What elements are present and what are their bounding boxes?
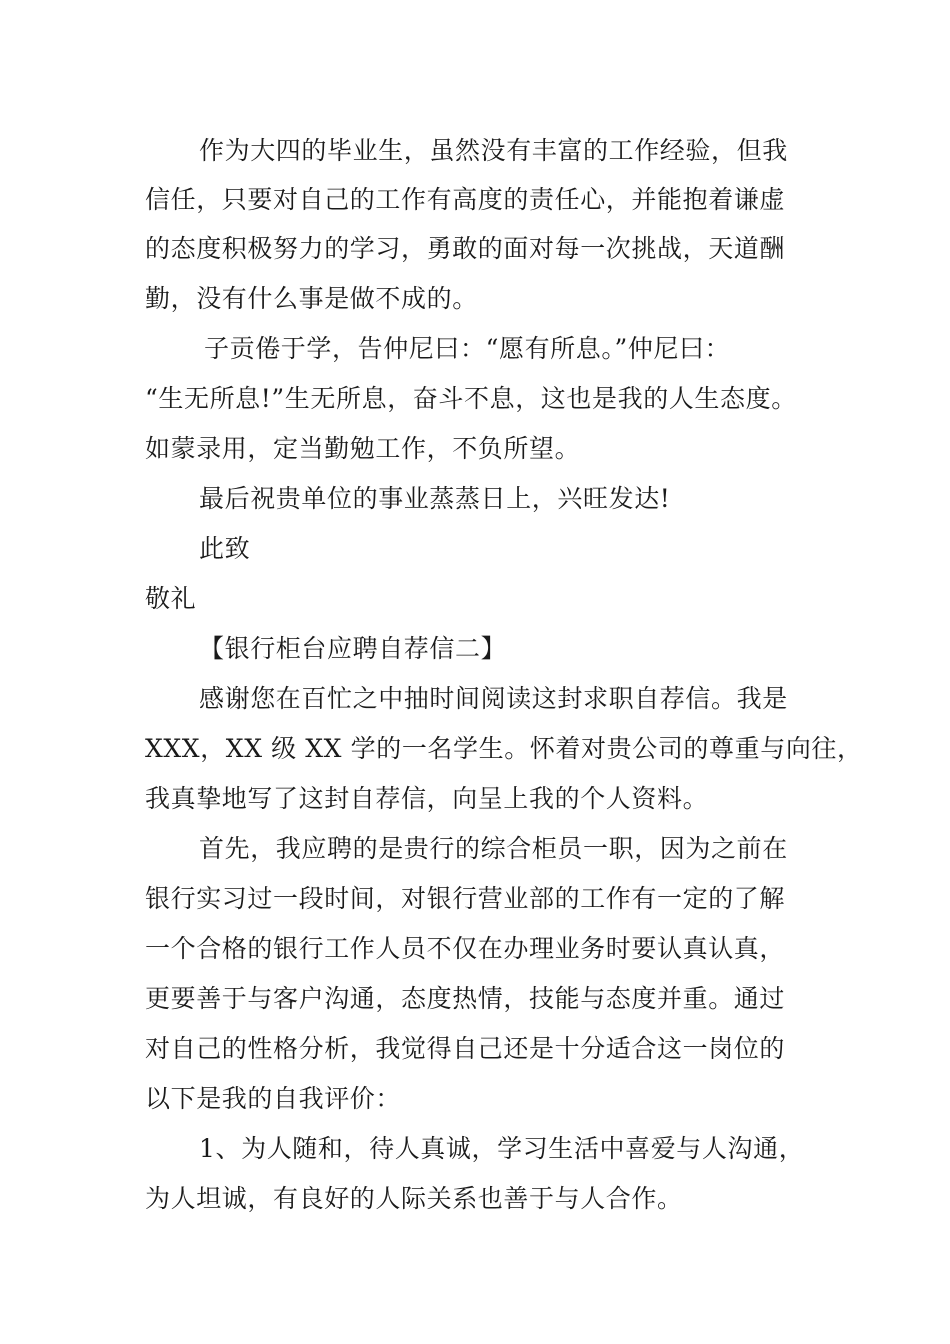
list-item-1-line-2: 为人坦诚，有良好的人际关系也善于与人合作。 bbox=[145, 1184, 683, 1213]
text-line-4: 勤，没有什么事是做不成的。 bbox=[145, 284, 478, 313]
text-line-7: 如蒙录用，定当勤勉工作，不负所望。 bbox=[145, 434, 581, 463]
text-line-20: 以下是我的自我评价： bbox=[145, 1084, 402, 1113]
text-line-19: 对自己的性格分析，我觉得自己还是十分适合这一岗位的 bbox=[145, 1034, 786, 1063]
text-line-5: 子贡倦于学，告仲尼曰：“愿有所息。”仲尼曰： bbox=[204, 334, 731, 363]
text-line-6: “生无所息!”生无所息，奋斗不息，这也是我的人生态度。 bbox=[145, 384, 797, 413]
text-line-13: XXX，XX 级 XX 学的一名学生。怀着对贵公司的尊重与向往， bbox=[145, 734, 863, 763]
salutation-line: 此致 bbox=[199, 534, 251, 563]
text-line-8: 最后祝贵单位的事业蒸蒸日上，兴旺发达! bbox=[199, 484, 671, 513]
text-line-17: 一个合格的银行工作人员不仅在办理业务时要认真认真， bbox=[145, 934, 786, 963]
section-heading: 【银行柜台应聘自荐信二】 bbox=[199, 634, 507, 663]
list-item-1-line-1: 1、为人随和，待人真诚，学习生活中喜爱与人沟通， bbox=[199, 1134, 805, 1163]
text-line-1: 作为大四的毕业生，虽然没有丰富的工作经验，但我 bbox=[199, 136, 788, 165]
text-line-2: 信任，只要对自己的工作有高度的责任心，并能抱着谦虚 bbox=[145, 185, 786, 214]
text-line-12: 感谢您在百忙之中抽时间阅读这封求职自荐信。我是 bbox=[199, 684, 788, 713]
text-line-15: 首先，我应聘的是贵行的综合柜员一职，因为之前在 bbox=[199, 834, 788, 863]
text-line-18: 更要善于与客户沟通，态度热情，技能与态度并重。通过 bbox=[145, 984, 786, 1013]
closing-line: 敬礼 bbox=[145, 584, 197, 613]
text-line-14: 我真挚地写了这封自荐信，向呈上我的个人资料。 bbox=[145, 784, 709, 813]
text-line-16: 银行实习过一段时间，对银行营业部的工作有一定的了解 bbox=[145, 884, 786, 913]
text-line-3: 的态度积极努力的学习，勇敢的面对每一次挑战，天道酬 bbox=[145, 234, 786, 263]
